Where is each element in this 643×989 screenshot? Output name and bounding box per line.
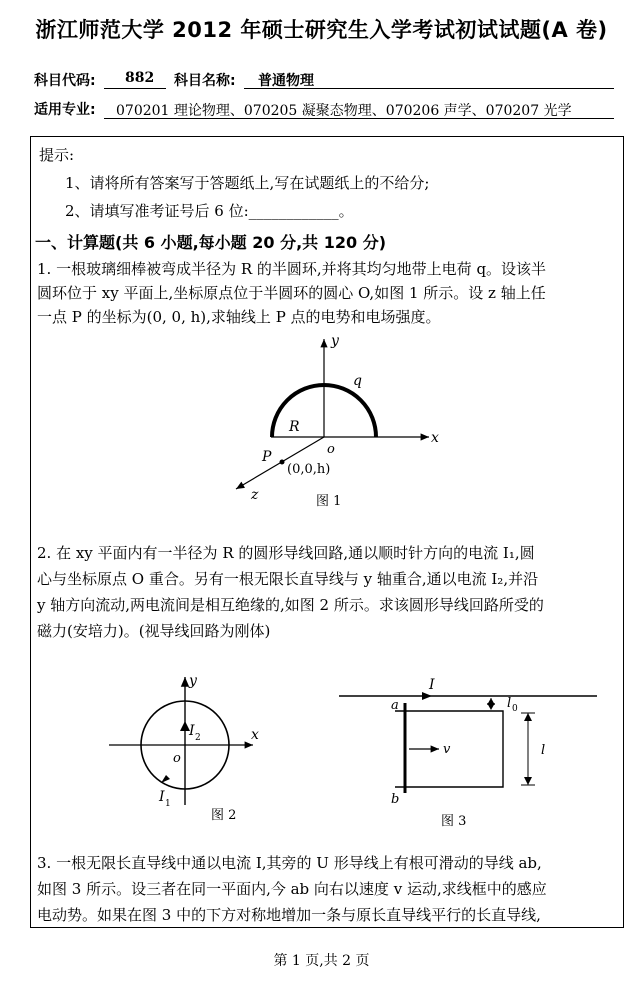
- fig3-current-arrow: [422, 692, 432, 700]
- fig3-label-v: v: [443, 742, 451, 757]
- question-3-line: 3. 一根无限长直导线中通以电流 I,其旁的 U 形导线上有根可滑动的导线 ab,: [37, 854, 542, 872]
- fig1-label-q: q: [353, 373, 362, 389]
- fig2-caption: 图 2: [211, 808, 237, 823]
- fig3-label-l0-sub: 0: [512, 704, 518, 714]
- fig1-label-y: y: [331, 333, 339, 349]
- fig1-caption: 图 1: [316, 494, 342, 509]
- fig2-label-x: x: [251, 727, 259, 743]
- fig2-label-i1-sub: 1: [165, 799, 171, 809]
- tip-item-1: 1、请将所有答案写于答题纸上,写在试题纸上的不给分;: [65, 174, 430, 192]
- fig1-label-coord: (0,0,h): [287, 462, 331, 477]
- fig1-label-z: z: [251, 487, 259, 503]
- question-2-line: 心与坐标原点 O 重合。另有一根无限长直导线与 y 轴重合,通以电流 I₂,并沿: [37, 570, 539, 588]
- question-3-text: [37, 850, 547, 928]
- subject-code-label: 科目代码:: [34, 73, 96, 89]
- major-label: 适用专业:: [34, 102, 96, 118]
- fig3-label-l0: l: [507, 696, 512, 711]
- exam-title: 浙江师范大学 2012 年硕士研究生入学考试初试试题(A 卷): [35, 18, 608, 42]
- subject-code-value: 882: [125, 70, 155, 86]
- fig1-label-p: P: [262, 449, 272, 465]
- question-frame: [30, 136, 624, 928]
- fig2-label-y: y: [189, 673, 197, 689]
- question-2-line: 磁力(安培力)。(视导线回路为刚体): [37, 622, 271, 640]
- fig3-l0-arrow-bottom: [487, 703, 495, 710]
- figure-1: [31, 327, 624, 517]
- fig3-label-i: I: [429, 677, 435, 693]
- subject-name-value: 普通物理: [258, 73, 314, 89]
- major-value: 070201 理论物理、070205 凝聚态物理、070206 声学、070207 光学: [116, 103, 572, 119]
- subject-name-label: 科目名称:: [174, 73, 236, 89]
- subject-code-underline: [104, 88, 166, 89]
- fig1-label-r: R: [289, 419, 300, 435]
- question-1-line: 一点 P 的坐标为(0, 0, h),求轴线上 P 点的电势和电场强度。: [37, 308, 441, 326]
- question-2-line: 2. 在 xy 平面内有一半径为 R 的圆形导线回路,通以顺时针方向的电流 I₁,圆: [37, 544, 535, 562]
- fig3-l-arrow-top: [524, 713, 532, 721]
- fig3-label-b: b: [391, 792, 400, 807]
- fig3-l-arrow-bottom: [524, 777, 532, 785]
- fig2-label-i2-sub: 2: [195, 733, 201, 743]
- tip-item-2: 2、请填写准考证号后 6 位:____________。: [65, 202, 354, 220]
- figure-2-3: [31, 667, 624, 837]
- tips-heading: 提示:: [39, 146, 75, 164]
- question-2-text: [37, 540, 544, 644]
- question-1-line: 圆环位于 xy 平面上,坐标原点位于半圆环的圆心 O,如图 1 所示。设 z 轴上任: [37, 284, 546, 302]
- fig2-label-i1: I: [159, 789, 165, 805]
- fig2-current-arrow-i1: [161, 775, 170, 783]
- fig1-label-o: o: [327, 442, 335, 457]
- question-2-line: y 轴方向流动,两电流间是相互绝缘的,如图 2 所示。求该圆形导线回路所受的: [37, 596, 544, 614]
- fig2-label-o: o: [173, 751, 181, 766]
- question-3-line: 电动势。如果在图 3 中的下方对称地增加一条与原长直导线平行的长直导线,: [37, 906, 541, 924]
- page-footer: 第 1 页,共 2 页: [273, 953, 370, 969]
- question-1-text: [37, 257, 546, 329]
- fig3-label-a: a: [391, 698, 399, 713]
- question-1-line: 1. 一根玻璃细棒被弯成半径为 R 的半圆环,并将其均匀地带上电荷 q。设该半: [37, 260, 547, 278]
- section-heading: 一、计算题(共 6 小题,每小题 20 分,共 120 分): [35, 233, 387, 252]
- fig2-label-i2: I: [189, 723, 195, 739]
- fig1-label-x: x: [431, 430, 439, 446]
- fig3-label-l: l: [541, 743, 546, 758]
- fig1-point-p: [280, 460, 285, 465]
- question-3-line: 如图 3 所示。设三者在同一平面内,今 ab 向右以速度 v 运动,求线框中的感应: [37, 880, 547, 898]
- fig3-caption: 图 3: [441, 814, 467, 829]
